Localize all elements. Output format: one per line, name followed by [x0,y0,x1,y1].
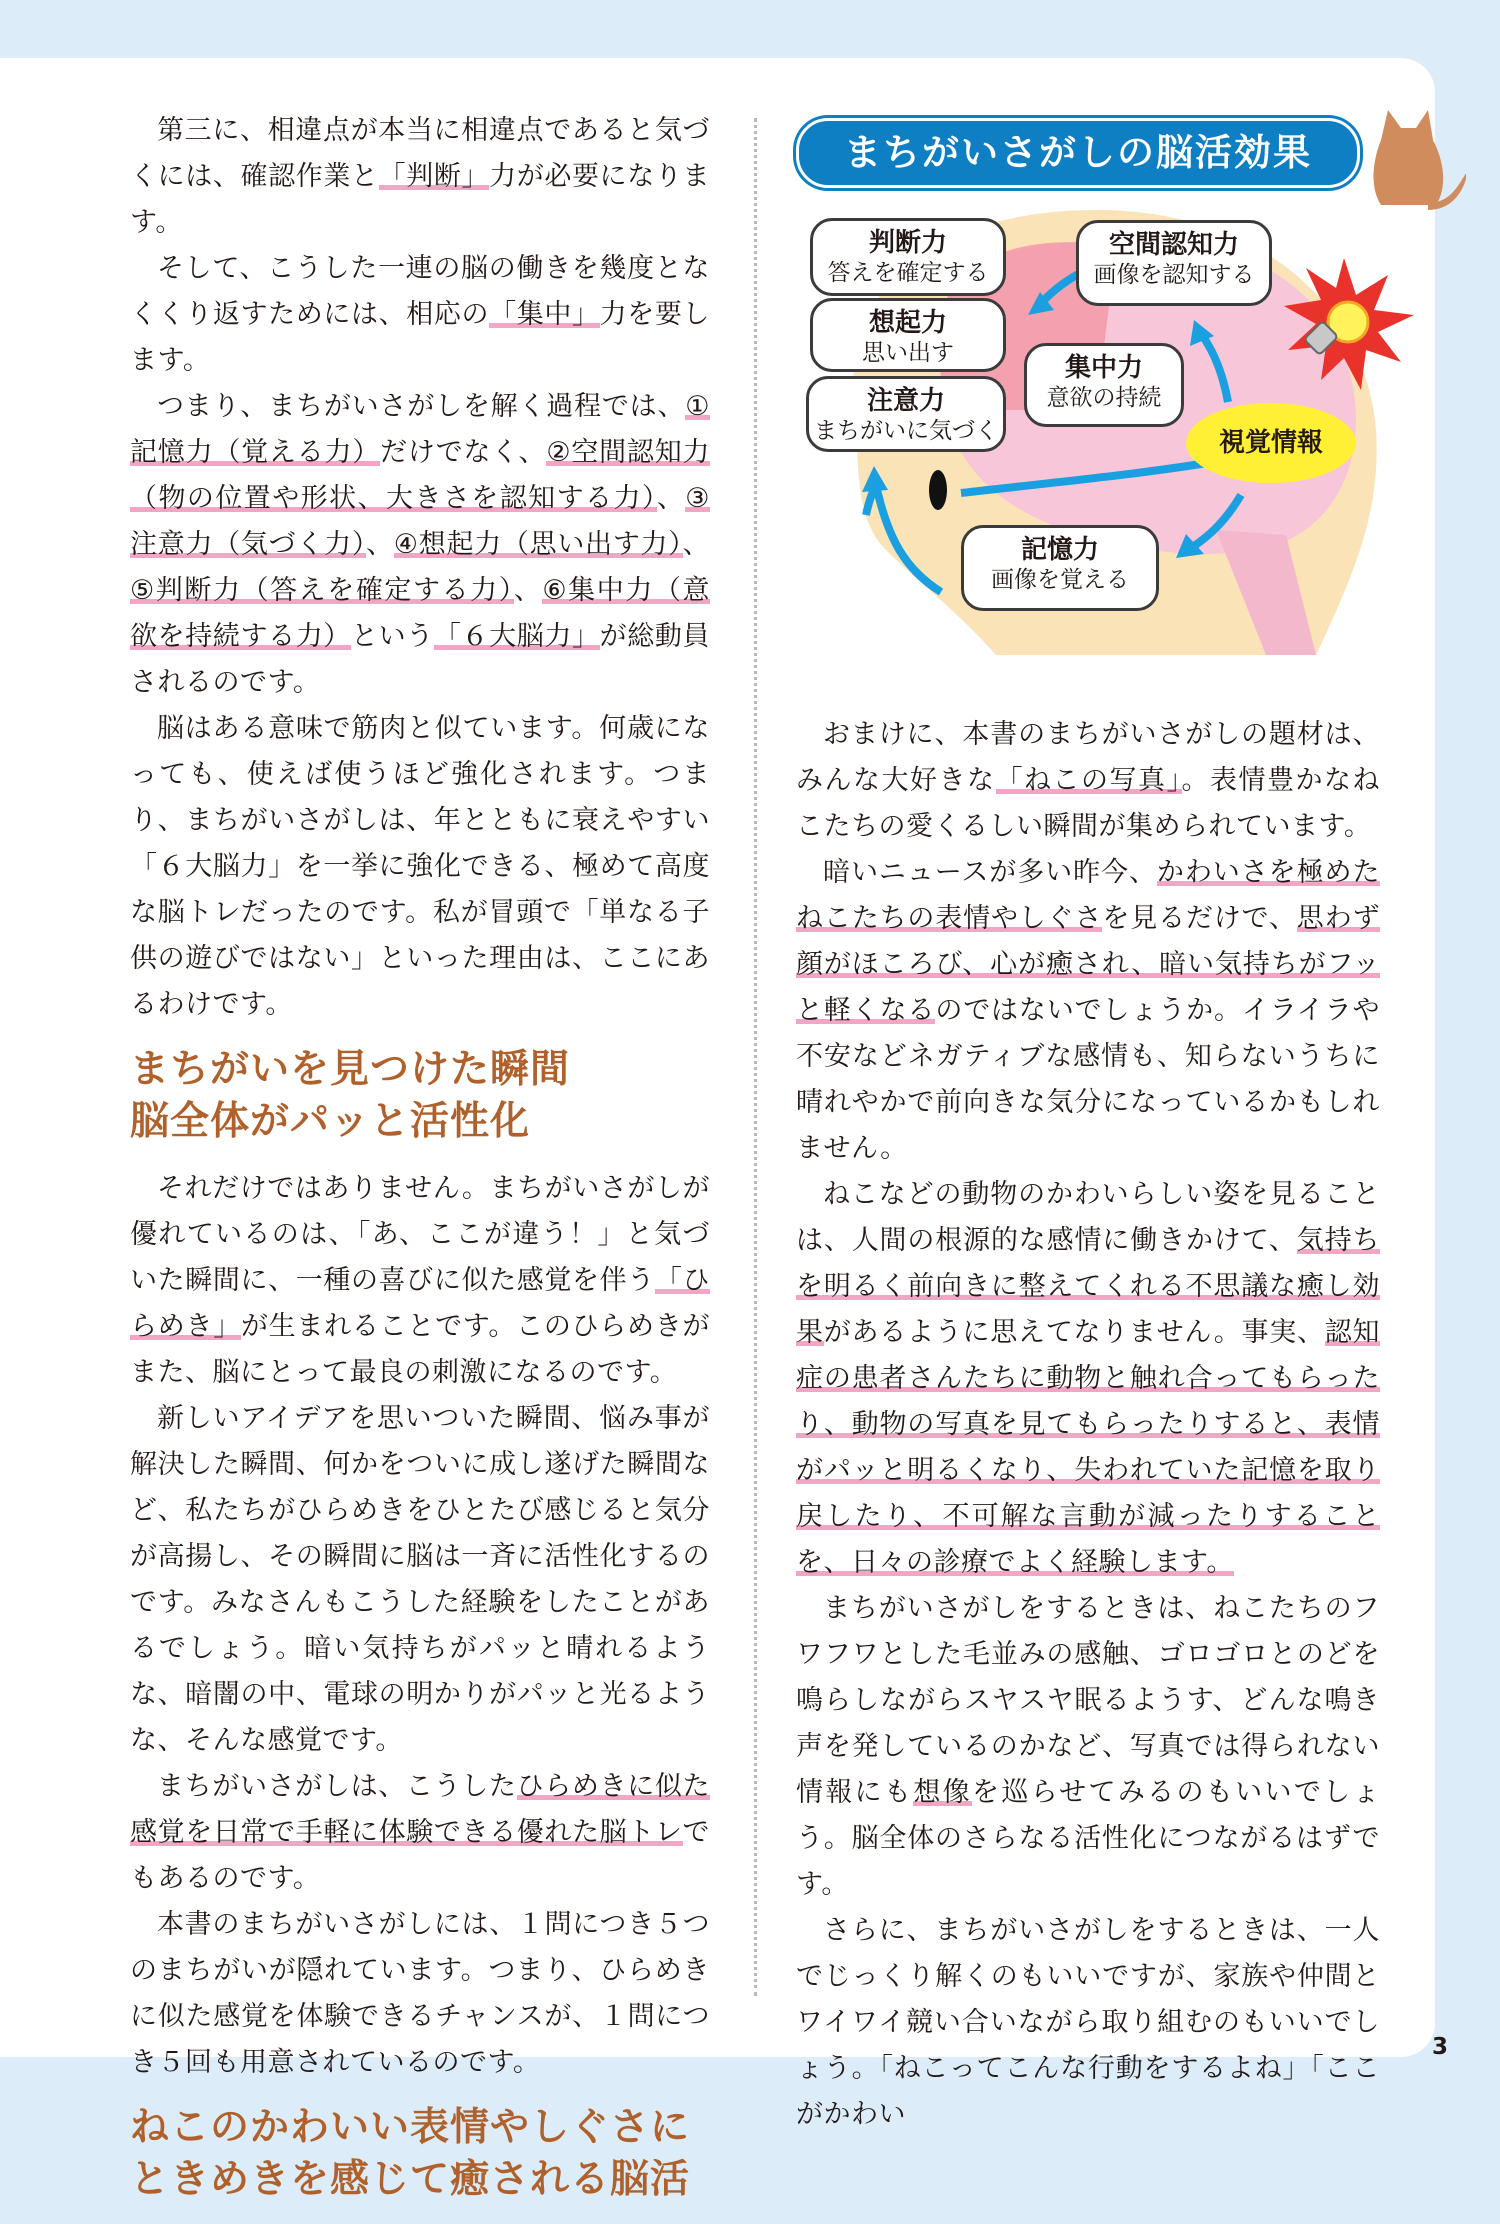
box-memory [961,525,1159,611]
right-paragraph-5: さらに、まちがいさがしをするときは、一人でじっくり解くのもいいですが、家族や仲間とワイワイ競い合いながら取り組むのもいいでしょう。「ねこってこんな行動をするよね」「ここがかわい [796,1915,1380,2130]
left-paragraph-8: 本書のまちがいさがしには、１問につき５つのまちがいが隠れています。つまり、ひらめきに似た感覚を体験できるチャンスが、１問につき５回も用意されているのです。 [130,1909,710,2078]
heading-flash-moment: まちがいを見つけた瞬間 脳全体がパッと活性化 [130,1047,571,1144]
left-paragraph-7: まちがいさがしは、こうしたひらめきに似た感覚を日常で手軽に体験できる優れた脳トレでもあるのです。 [130,1771,711,1894]
left-paragraph-4: 脳はある意味で筋肉と似ています。何歳になっても、使えば使うほど強化されます。つまり、まちがいさがしは、年とともに衰えやすい「６大脳力」を一挙に強化できる、極めて高度な脳トレだったのです。私が冒頭で「単なる子供の遊びではない」といった理由は、ここにあるわけです。 [130,713,710,1020]
box-spatial-title: 空間認知力 [1108,230,1239,260]
visual-info-label: 視覚情報 [1186,403,1356,483]
diagram-title: まちがいさがしの脳活効果 [796,118,1360,188]
box-spatial-desc: 画像を認知する [1093,262,1255,288]
left-paragraph-5: それだけではありません。まちがいさがしが優れているのは、「あ、ここが違う！」と気づいた瞬間に、一種の喜びに似た感覚を伴う「ひらめき」が生まれることです。このひらめきがまた、脳にとって最良の刺激になるのです。 [130,1173,711,1388]
box-memory-title: 記憶力 [1020,535,1099,565]
box-concentration [1024,343,1184,427]
left-column [130,108,710,2224]
box-spatial [1076,220,1272,306]
cat-icon [1374,110,1467,210]
box-concentration-desc: 意欲の持続 [1046,385,1162,411]
box-recall [810,298,1006,372]
heading-cat-healing: ねこのかわいい表情やしぐさに ときめきを感じて癒される脳活 [130,2105,691,2202]
box-memory-desc: 画像を覚える [991,567,1129,593]
right-paragraph-3: ねこなどの動物のかわいらしい姿を見ることは、人間の根源的な感情に働きかけて、気持ちを明るく前向きに整えてくれる不思議な癒し効果があるように思えてなりません。事実、認知症の患者さんたちに動物と触れ合ってもらったり、動物の写真を見てもらったりすると、表情がパッと明るくなり、失われていた記憶を取り戻したり、不可解な言動が減ったりすることを、日々の診療でよく経験します。 [796,1179,1381,1578]
brain-effect-diagram [796,110,1466,670]
box-concentration-title: 集中力 [1064,353,1143,383]
right-paragraph-1: おまけに、本書のまちがいさがしの題材は、みんな大好きな「ねこの写真」。表情豊かなねこたちの愛くるしい瞬間が集められています。 [796,719,1380,842]
box-judgment [810,218,1006,296]
left-paragraph-3: つまり、まちがいさがしを解く過程では、①記憶力（覚える力）だけでなく、②空間認知力（物の位置や形状、大きさを認知する力）、③注意力（気づく力）、④想起力（思い出す力）、⑤判断力（答えを確定する力）、⑥集中力（意欲を持続する力）という「６大脳力」が総動員されるのです。 [130,391,711,698]
page-number: 3 [1431,2034,1448,2060]
box-attention-title: 注意力 [866,386,945,416]
box-attention-desc: まちがいに気づく [814,418,998,444]
column-divider [754,118,757,1996]
left-paragraph-6: 新しいアイデアを思いついた瞬間、悩み事が解決した瞬間、何かをついに成し遂げた瞬間など、私たちがひらめきをひとたび感じると気分が高揚し、その瞬間に脳は一斉に活性化するのです。みなさんもこうした経験をしたことがあるでしょう。暗い気持ちがパッと晴れるような、暗闇の中、電球の明かりがパッと光るような、そんな感覚です。 [130,1403,710,1756]
right-paragraph-4: まちがいさがしをするときは、ねこたちのフワフワとした毛並みの感触、ゴロゴロとのどを鳴らしながらスヤスヤ眠るようす、どんな鳴き声を発しているのかなど、写真では得られない情報にも想像を巡らせてみるのもいいでしょう。脳全体のさらなる活性化につながるはずです。 [796,1593,1380,1900]
eye [929,470,947,510]
right-paragraph-2: 暗いニュースが多い昨今、かわいさを極めたねこたちの表情やしぐさを見るだけで、思わず顔がほころび、心が癒され、暗い気持ちがフッと軽くなるのではないでしょうか。イライラや不安などネガティブな感情も、知らないうちに晴れやかで前向きな気分になっているかもしれません。 [796,857,1380,1164]
box-recall-title: 想起力 [868,308,947,338]
right-column [796,712,1380,2138]
box-judgment-title: 判断力 [868,228,947,258]
box-recall-desc: 思い出す [862,340,954,366]
box-attention [806,376,1006,452]
box-judgment-desc: 答えを確定する [827,260,989,286]
left-paragraph-2: そして、こうした一連の脳の働きを幾度となくくり返すためには、相応の「集中」力を要します。 [130,253,710,376]
left-paragraph-1: 第三に、相違点が本当に相違点であると気づくには、確認作業と「判断」力が必要になります。 [130,115,710,238]
